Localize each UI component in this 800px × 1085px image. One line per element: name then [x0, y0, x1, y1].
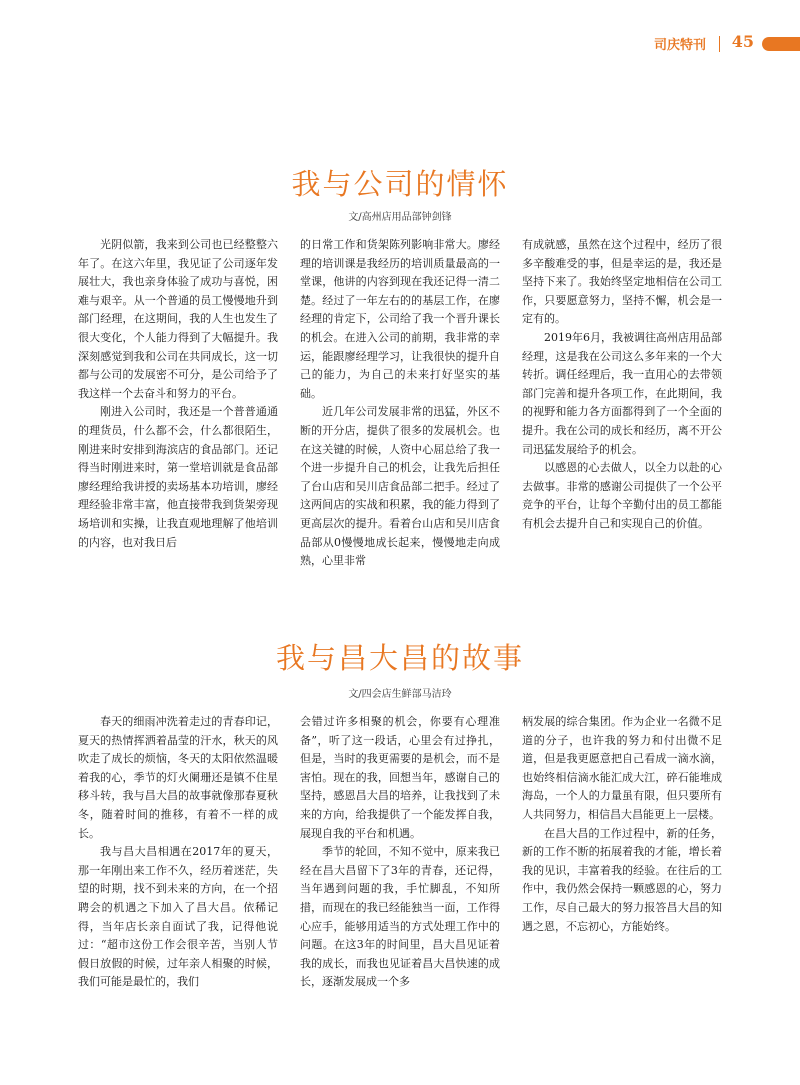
- paragraph: 会错过许多相聚的机会，你要有心理准备”，听了这一段话，心里会有过挣扎，但是，当时的我更需要的是机会，而不是害怕。现在的我，回想当年，感谢自己的坚持，感恩昌大昌的培养，让我找到了未来的方向，给我提供了一个能发挥自我，展现自我的平台和机遇。: [300, 715, 500, 840]
- paragraph: 春天的细雨冲洗着走过的青春印记，夏天的热情挥洒着晶莹的汗水，秋天的风吹走了成长的烦恼，冬天的太阳依然温暖着我的心，季节的灯火阑珊还是镇不住星移斗转，我与昌大昌的故事就像那春夏秋冬，随着时间的推移，有着不一样的成长。: [78, 715, 278, 840]
- paragraph: 我与昌大昌相遇在2017年的夏天，那一年刚出来工作不久，经历着迷茫，失望的时期，找不到未来的方向，在一个招聘会的机遇之下加入了昌大昌。依稀记得，当年店长亲自面试了我，记得他说过：“超市这份工作会很辛苦，当别人节假日放假的时候，过年亲人相聚的时候，我们可能是最忙的，我们: [78, 845, 278, 989]
- paragraph: 以感恩的心去做人，以全力以赴的心去做事。非常的感谢公司提供了一个公平竞争的平台，让每个辛勤付出的员工都能有机会去提升自己和实现自己的价值。: [522, 461, 722, 530]
- text-column: [300, 236, 500, 571]
- paragraph: 2019年6月，我被调往高州店用品部经理，这是我在公司这么多年来的一个大转折。调任经理后，我一直用心的去带领部门完善和提升各项工作，在此期间，我的视野和能力各方面都得到了一个全面的提升。我在公司的成长和经历，离不开公司迅猛发展给予的机会。: [522, 330, 722, 456]
- article-title: 我与公司的情怀: [291, 167, 509, 201]
- article-byline: 文/四会店生鲜部马洁玲: [348, 689, 452, 700]
- article-byline: 文/高州店用品部钟剑锋: [348, 212, 452, 223]
- article-title: 我与昌大昌的故事: [275, 641, 524, 675]
- text-column: [78, 713, 278, 992]
- paragraph: 光阴似箭，我来到公司也已经整整六年了。在这六年里，我见证了公司逐年发展壮大，我也亲身体验了成功与喜悦，困难与艰辛。从一个普通的员工慢慢地升到部门经理，在这期间，我的人生也发生了很大变化，个人能力得到了大幅提升。我深刻感觉到我和公司在共同成长，这一切都与公司的发展密不可分，是公司给予了我这样一个去奋斗和努力的平台。: [78, 238, 278, 400]
- text-column: [522, 236, 722, 571]
- page-number: 45: [731, 32, 754, 51]
- orange-tab-decoration: [762, 37, 800, 51]
- article-body: [78, 236, 722, 571]
- article-body: [78, 713, 722, 992]
- paragraph: 在昌大昌的工作过程中，新的任务，新的工作不断的拓展着我的才能，增长着我的见识，丰富着我的经验。在往后的工作中，我仍然会保持一颗感恩的心，努力工作，尽自己最大的努力报答昌大昌的知遇之恩，不忘初心，方能始终。: [522, 826, 722, 933]
- paragraph: 的日常工作和货架陈列影响非常大。廖经理的培训课是我经历的培训质量最高的一堂课，他讲的内容到现在我还记得一清二楚。经过了一年左右的的基层工作，在廖经理的肯定下，公司给了我一个晋升课长的机会。在进入公司的前期，我非常的幸运，能跟廖经理学习，让我很快的提升自己的能力，为自己的未来打好坚实的基础。: [300, 238, 500, 400]
- header-divider: [719, 36, 720, 52]
- text-column: [522, 713, 722, 992]
- text-column: [300, 713, 500, 992]
- paragraph: 刚进入公司时，我还是一个普普通通的理货员，什么都不会，什么都很陌生，刚进来时安排到海滨店的食品部门。还记得当时刚进来时，第一堂培训就是食品部廖经理给我讲授的卖场基本功培训，廖经理经验非常丰富，他直接带我到货架旁现场培训和实操，让我直观地理解了他培训的内容，也对我日后: [78, 405, 278, 549]
- paragraph: 季节的轮回，不知不觉中，原来我已经在昌大昌留下了3年的青春，还记得，当年遇到问题的我，手忙脚乱，不知所措，而现在的我已经能独当一面，工作得心应手，能够用适当的方式处理工作中的问题。在这3年的时间里，昌大昌见证着我的成长，而我也见证着昌大昌快速的成长，逐渐发展成一个多: [300, 845, 500, 989]
- paragraph: 柄发展的综合集团。作为企业一名微不足道的分子，也许我的努力和付出微不足道，但是我更愿意把自己看成一滴水滴，也始终相信滴水能汇成大江，碎石能堆成海岛，一个人的力量虽有限，但只要所有人共同努力，相信昌大昌能更上一层楼。: [522, 715, 722, 821]
- paragraph: 有成就感，虽然在这个过程中，经历了很多辛酸难受的事，但是幸运的是，我还是坚持下来了。我始终坚定地相信在公司工作，只要愿意努力，坚持不懈，机会是一定有的。: [522, 238, 722, 326]
- text-column: [78, 236, 278, 571]
- page-header: [0, 30, 800, 58]
- paragraph: 近几年公司发展非常的迅猛，外区不断的开分店，提供了很多的发展机会。也在这关键的时候，人资中心屈总给了我一个进一步提升自己的机会，让我先后担任了台山店和吴川店食品部二把手。经过了这两间店的实战和积累，我的能力得到了更高层次的提升。看着台山店和吴川店食品部从0慢慢地成长起来，慢慢地走向成熟，心里非常: [300, 405, 500, 568]
- magazine-name: 司庆特刊: [653, 38, 706, 53]
